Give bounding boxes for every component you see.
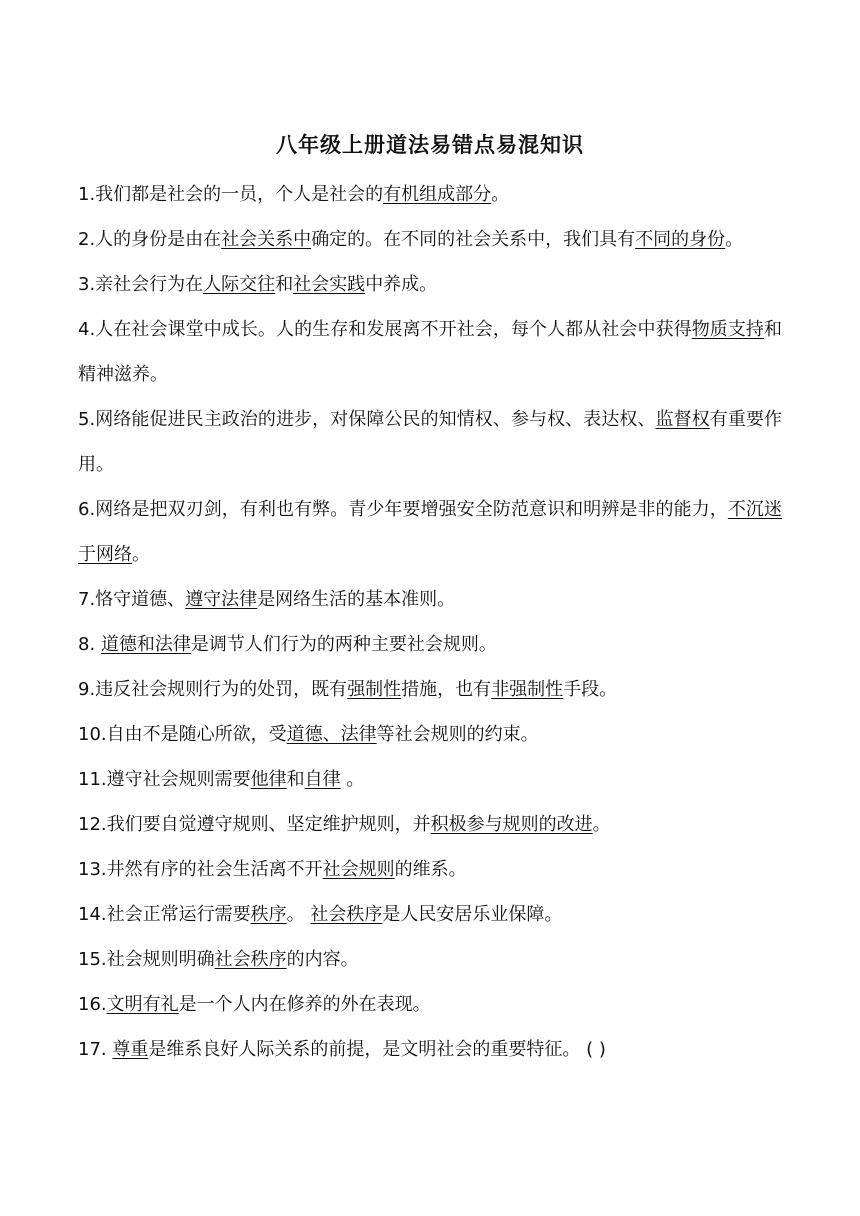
point-text: 。	[491, 184, 510, 205]
point-text: 6.网络是把双刃剑，有利也有弊。青少年要增强安全防范意识和明辨是非的能力，	[78, 499, 728, 520]
knowledge-point-14	[78, 892, 782, 937]
knowledge-point-list	[78, 172, 782, 1072]
underlined-key-term: 秩序	[250, 904, 287, 925]
point-text: 是一个人内在修养的外在表现。	[178, 994, 431, 1015]
point-text: 和精神滋养。	[78, 319, 783, 385]
knowledge-point-17	[78, 1027, 782, 1072]
point-text: 9.违反社会规则行为的处罚，既有	[78, 679, 348, 700]
point-text: 是调节人们行为的两种主要社会规则。	[190, 634, 497, 655]
point-text: 10.自由不是随心所欲，受	[78, 724, 287, 745]
point-text: 15.社会规则明确	[78, 949, 215, 970]
point-text: 14.社会正常运行需要	[78, 904, 251, 925]
point-text: 等社会规则的约束。	[376, 724, 539, 745]
point-text: 确定的。在不同的社会关系中，我们具有	[311, 229, 636, 250]
point-text: 有重要作用。	[78, 409, 783, 475]
knowledge-point-8	[78, 622, 782, 667]
point-text: 是维系良好人际关系的前提，是文明社会的重要特征。 ( )	[148, 1039, 606, 1060]
underlined-key-term: 物质支持	[691, 319, 765, 340]
underlined-key-term: 积极参与规则的改进	[430, 814, 593, 835]
underlined-key-term: 社会规则	[322, 859, 395, 880]
knowledge-point-16	[78, 982, 782, 1027]
knowledge-point-4	[78, 307, 782, 397]
knowledge-point-1	[78, 172, 782, 217]
underlined-key-term: 道德和法律	[100, 634, 191, 655]
underlined-key-term: 社会秩序	[214, 949, 287, 970]
underlined-key-term: 社会关系中	[221, 229, 312, 250]
underlined-key-term: 尊重	[112, 1039, 149, 1060]
knowledge-point-7	[78, 577, 782, 622]
knowledge-point-13	[78, 847, 782, 892]
underlined-key-term: 非强制性	[491, 679, 564, 700]
underlined-key-term: 监督权	[655, 409, 710, 430]
underlined-key-term: 不同的身份	[635, 229, 726, 250]
point-text: 措施，也有	[401, 679, 492, 700]
underlined-key-term: 社会实践	[293, 274, 366, 295]
point-text: 。	[725, 229, 744, 250]
knowledge-point-10	[78, 712, 782, 757]
point-text: 。	[592, 814, 611, 835]
point-text: 和	[275, 274, 294, 295]
underlined-key-term: 社会秩序	[310, 904, 383, 925]
point-text: 11.遵守社会规则需要	[78, 769, 251, 790]
point-text: 1.我们都是社会的一员，个人是社会的	[78, 184, 384, 205]
knowledge-point-3	[78, 262, 782, 307]
point-text: 手段。	[563, 679, 618, 700]
point-text: 4.人在社会课堂中成长。人的生存和发展离不开社会，每个人都从社会中获得	[78, 319, 692, 340]
knowledge-point-15	[78, 937, 782, 982]
point-text: 的维系。	[394, 859, 467, 880]
point-text: 12.我们要自觉遵守规则、坚定维护规则，并	[78, 814, 431, 835]
point-text: 13.井然有序的社会生活离不开	[78, 859, 323, 880]
point-text: 5.网络能促进民主政治的进步，对保障公民的知情权、参与权、表达权、	[78, 409, 656, 430]
underlined-key-term: 他律	[250, 769, 287, 790]
document-title: 八年级上册道法易错点易混知识	[276, 133, 584, 157]
point-text: 17.	[78, 1039, 113, 1060]
point-text: 中养成。	[365, 274, 438, 295]
knowledge-point-2	[78, 217, 782, 262]
point-text: 2.人的身份是由在	[78, 229, 222, 250]
underlined-key-term: 人际交往	[203, 274, 276, 295]
point-text: 。	[286, 904, 311, 925]
underlined-key-term: 有机组成部分	[383, 184, 492, 205]
point-text: 。	[132, 544, 150, 565]
underlined-key-term: 不沉迷于网络	[78, 499, 783, 565]
knowledge-point-12	[78, 802, 782, 847]
point-text: 是人民安居乐业保障。	[382, 904, 563, 925]
point-text: 7.恪守道德、	[78, 589, 186, 610]
underlined-key-term: 道德、法律	[286, 724, 377, 745]
underlined-key-term: 遵守法律	[185, 589, 258, 610]
knowledge-point-9	[78, 667, 782, 712]
underlined-key-term: 强制性	[347, 679, 402, 700]
knowledge-point-11	[78, 757, 782, 802]
point-text: 是网络生活的基本准则。	[257, 589, 456, 610]
knowledge-point-5	[78, 397, 782, 487]
underlined-key-term: 文明有礼	[106, 994, 179, 1015]
point-text: 的内容。	[286, 949, 359, 970]
point-text: 8.	[78, 634, 101, 655]
knowledge-point-6	[78, 487, 782, 577]
point-text: 3.亲社会行为在	[78, 274, 204, 295]
point-text: 和	[286, 769, 305, 790]
point-text: 。	[340, 769, 365, 790]
underlined-key-term: 自律	[304, 769, 341, 790]
point-text: 16.	[78, 994, 107, 1015]
